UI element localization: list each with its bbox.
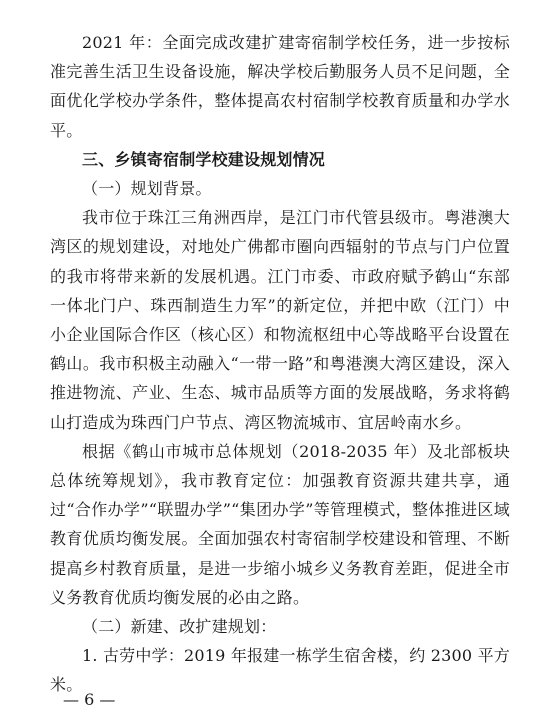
subheading-construction-plan: （二）新建、改扩建规划： bbox=[82, 617, 277, 637]
page-number: — 6 — bbox=[63, 690, 116, 709]
document-body bbox=[50, 28, 510, 700]
section-heading-boarding-school-plan: 三、乡镇寄宿制学校建设规划情况 bbox=[82, 149, 326, 169]
paragraph-2021-goals: 2021 年：全面完成改建扩建寄宿制学校任务，进一步按标准完善生活卫生设备设施，解决学校后勤服务人员不足问题，全面优化学校办学条件，整体提高农村宿制学校教育质量和办学水平。 bbox=[50, 33, 510, 140]
paragraph-city-location: 我市位于珠江三角洲西岸，是江门市代管县级市。粤港澳大湾区的规划建设，对地处广佛都市圈向西辐射的节点与门户位置的我市将带来新的发展机遇。江门市委、市政府赋予鹤山“东部一体北门户、珠西制造生力军”的新定位，并把中欧（江门）中小企业国际合作区（核心区）和物流枢纽中心等战略平台设置在鹤山。我市积极主动融入“一带一路”和粤港澳大湾区建设，深入推进物流、产业、生态、城市品质等方面的发展战略，务求将鹤山打造成为珠西门户节点、湾区物流城市、宜居岭南水乡。 bbox=[50, 208, 510, 432]
paragraph-education-positioning: 根据《鹤山市城市总体规划（2018-2035 年）及北部板块总体统筹规划》，我市教育定位：加强教育资源共建共享，通过“合作办学”“联盟办学”“集团办学”等管理模式，整体推进区域教育优质均衡发展。全面加强农村寄宿制学校建设和管理、不断提高乡村教育质量，是进一步缩小城乡义务教育差距，促进全市义务教育优质均衡发展的必由之路。 bbox=[50, 441, 510, 607]
list-item-gulao-middle-school: 1. 古劳中学：2019 年报建一栋学生宿舍楼，约 2300 平方米。 bbox=[50, 646, 510, 695]
subheading-planning-background: （一）规划背景。 bbox=[82, 179, 212, 199]
